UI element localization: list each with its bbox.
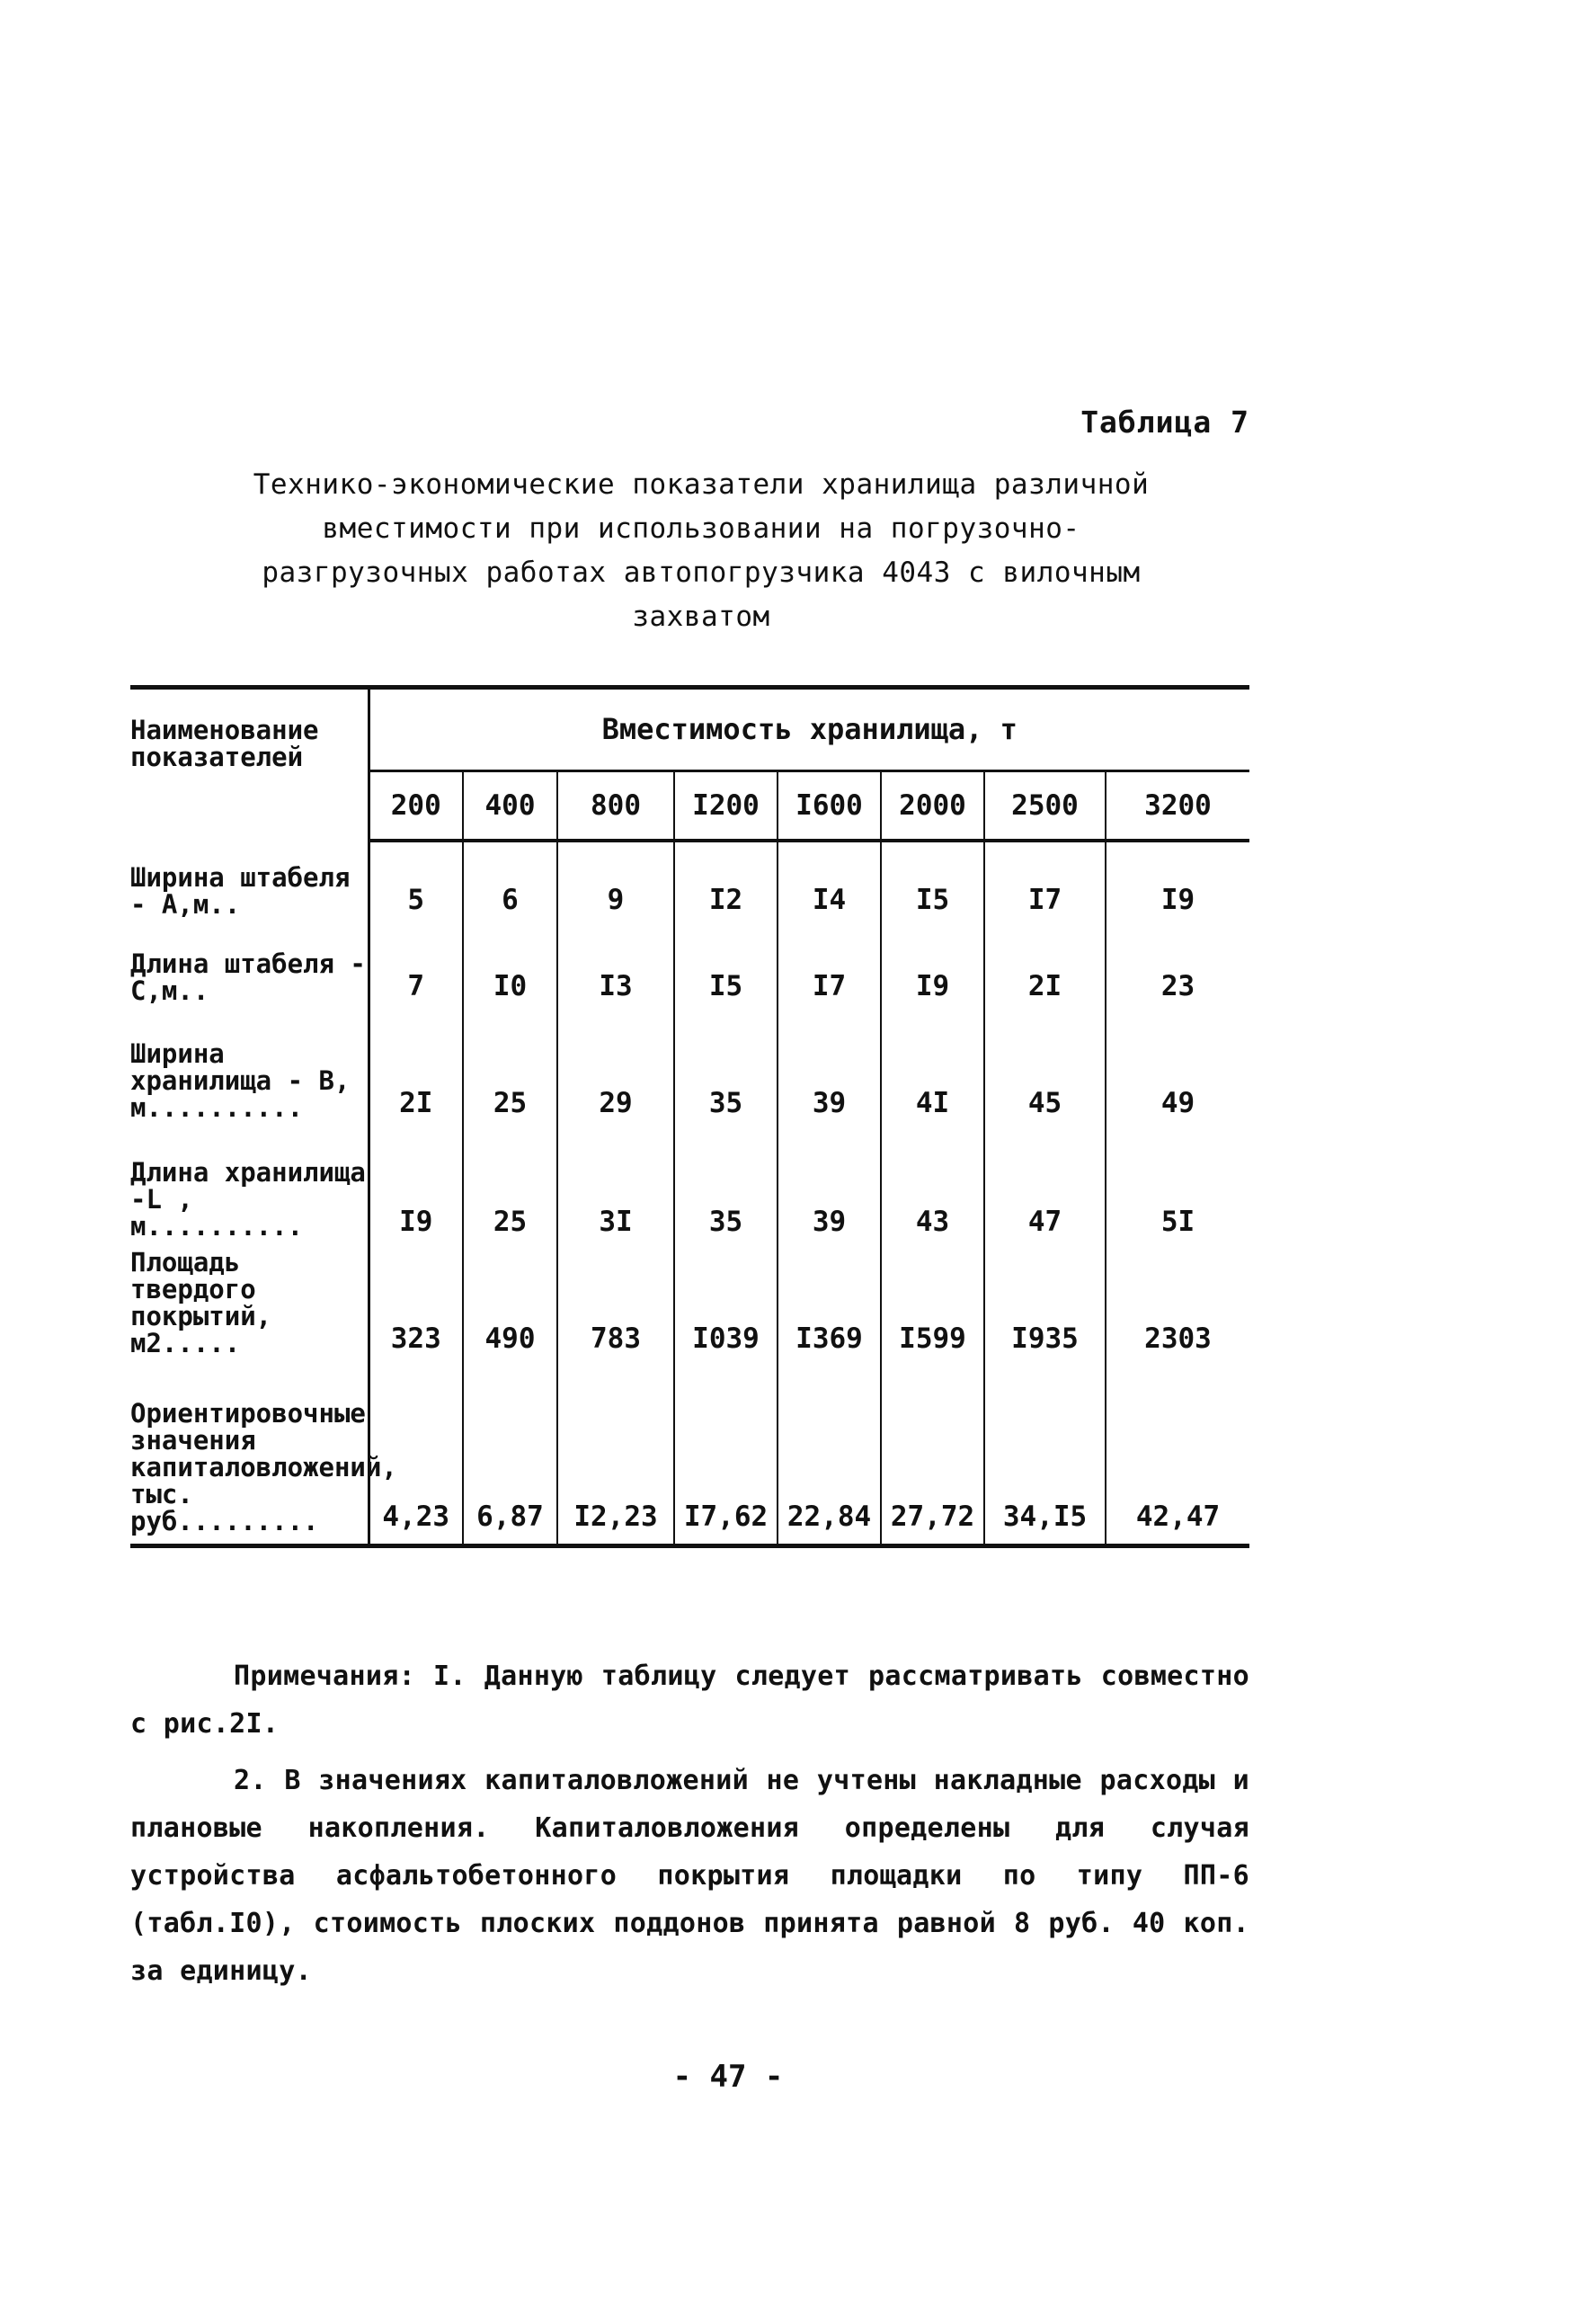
name-column-header: Наименование показателей [130,688,369,841]
table-cell: I7,62 [674,1366,778,1545]
table-cell: I5 [881,841,984,927]
table-cell: 2303 [1144,1322,1212,1355]
table-cell: 47 [984,1130,1106,1249]
row-name-paved-area: Площадь твердого покрытий, м2..... [130,1249,369,1366]
table-cell: 22,84 [778,1366,881,1545]
capacity-header-1200: I200 [674,770,778,841]
table-cell: 35 [674,1130,778,1249]
capacity-header-800: 800 [557,770,674,841]
table-cell: 3I [557,1130,674,1249]
table-cell: I7 [984,841,1106,927]
table-row [130,1013,1249,1130]
row-name-storage-length: Длина хранилища -L , м.......... [130,1130,369,1249]
table-cell: 4,23 [369,1366,463,1545]
table-cell: 25 [463,1130,557,1249]
table-cell: 35 [674,1013,778,1130]
table-cell: I9 [1160,884,1195,916]
note-1: Примечания: I. Данную таблицу следует рассматривать совместно с рис.2I. [130,1661,1249,1740]
table-cell: I0 [463,927,557,1013]
table-row [130,1366,1249,1545]
indicators-table [130,685,1249,1548]
table-cell: 42,47 [1135,1500,1221,1533]
capacity-header-400: 400 [463,770,557,841]
row-name-capital-investment: Ориентировочные значения капиталовложений, тыс. руб......... [130,1366,369,1545]
row-name-stack-length: Длина штабеля - С,м.. [130,927,369,1013]
table-cell: 6,87 [463,1366,557,1545]
row-name-storage-width: Ширина хранилища - В, м.......... [130,1013,369,1130]
table-cell: I2 [674,841,778,927]
table-label: Таблица 7 [1080,405,1249,440]
table-cell: I7 [778,927,881,1013]
capacity-header-1600: I600 [778,770,881,841]
table-cell: 2I [984,927,1106,1013]
table-cell: I9 [369,1130,463,1249]
table-cell: I9 [881,927,984,1013]
notes-block [130,1652,1249,2004]
table-cell: 4I [881,1013,984,1130]
capacity-header-3200: 3200 [1106,770,1249,841]
page-number: - 47 - [672,2059,784,2095]
table-cell: I369 [778,1249,881,1366]
table-cell: I039 [674,1249,778,1366]
table-cell: I5 [674,927,778,1013]
table-row [130,927,1249,1013]
table-cell: 49 [1160,1087,1195,1119]
table-cell: 6 [463,841,557,927]
capacity-group-header: Вместимость хранилища, т [369,688,1249,771]
table-row [130,841,1249,927]
table-cell: 29 [557,1013,674,1130]
capacity-header-200: 200 [369,770,463,841]
table-row [130,1130,1249,1249]
table-cell: 9 [557,841,674,927]
table-cell: 25 [463,1013,557,1130]
table-cell: I4 [778,841,881,927]
note-2: 2. В значениях капиталовложений не учтены накладные расходы и плановые накопления. Капиталовложения определены для случая устройства асфальтобетонного покрытия площадки по типу ПП-6 (табл.I0), стоимость плоских поддонов принята равной 8 руб. 40 коп. за единицу. [130,1765,1249,1987]
table-cell: 39 [778,1130,881,1249]
table-cell: I2,23 [557,1366,674,1545]
table-cell: 7 [369,927,463,1013]
table-cell: 27,72 [881,1366,984,1545]
table-cell: 490 [463,1249,557,1366]
table-cell: 43 [881,1130,984,1249]
table-cell: I3 [557,927,674,1013]
table-cell: I599 [881,1249,984,1366]
capacity-header-2500: 2500 [984,770,1106,841]
table-cell: 5I [1160,1206,1195,1238]
table-cell: 45 [984,1013,1106,1130]
table-cell: 323 [369,1249,463,1366]
table-cell: I935 [984,1249,1106,1366]
table-cell: 34,I5 [984,1366,1106,1545]
table-caption: Технико-экономические показатели хранилища различной вместимости при использовании на погрузочно-разгрузочных работах автопогрузчика 4043 с вилочным захватом [253,468,1150,633]
table-row [130,1249,1249,1366]
table-cell: 783 [557,1249,674,1366]
table-cell: 39 [778,1013,881,1130]
table-cell: 2I [369,1013,463,1130]
table-cell: 23 [1160,970,1195,1002]
row-name-stack-width: Ширина штабеля - А,м.. [130,841,369,927]
table-cell: 5 [369,841,463,927]
capacity-header-2000: 2000 [881,770,984,841]
